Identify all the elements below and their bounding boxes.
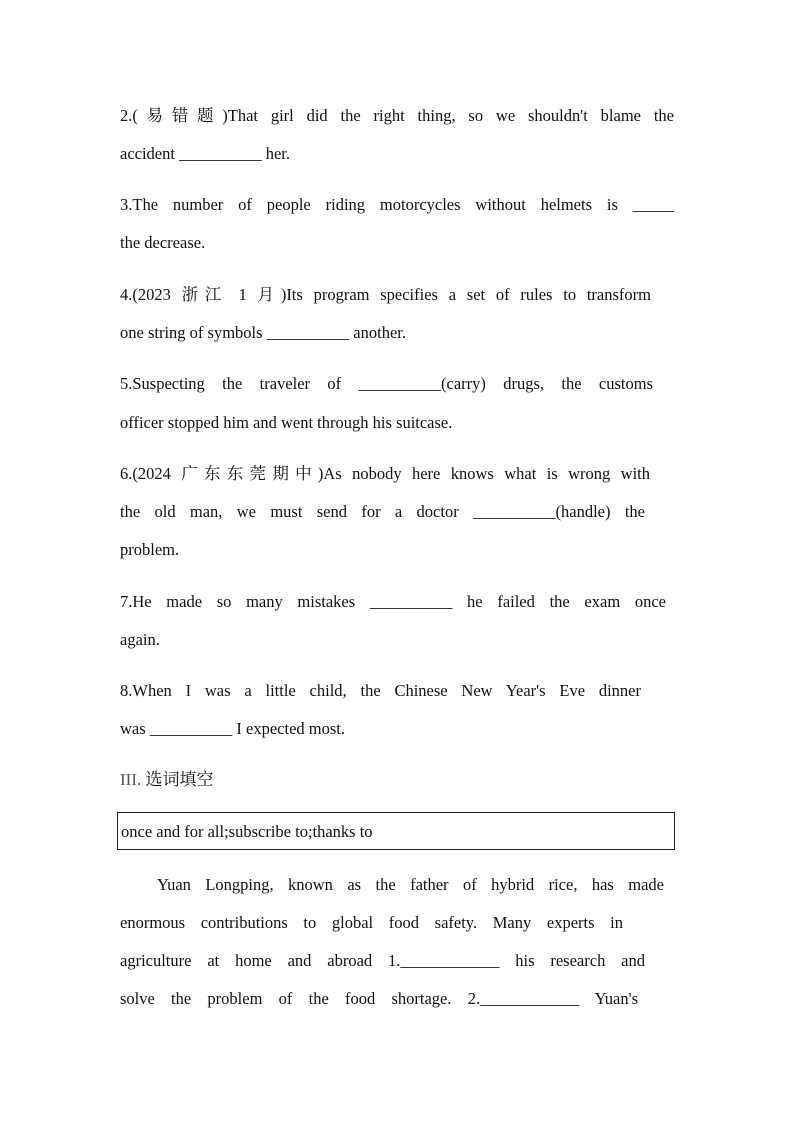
question-2-line-2: accident __________ her. [120, 144, 290, 163]
passage-line-4: solve the problem of the food shortage. 2.____________ Yuan's [120, 989, 638, 1008]
question-4-line-1: 4.(2023 浙江 1 月)Its program specifies a set of rules to transform [120, 285, 651, 304]
word-box [117, 812, 675, 850]
passage-line-3: agriculture at home and abroad 1.____________ his research and [120, 951, 645, 970]
section-title: 选词填空 [145, 770, 214, 789]
section-heading [120, 770, 213, 790]
question-5-line-1: 5.Suspecting the traveler of __________(carry) drugs, the customs [120, 374, 653, 393]
question-5-line-2: officer stopped him and went through his suitcase. [120, 413, 453, 432]
question-4-line-2: one string of symbols __________ another. [120, 323, 406, 342]
question-8-line-1: 8.When I was a little child, the Chinese New Year's Eve dinner [120, 681, 641, 700]
question-6-line-1: 6.(2024 广东东莞期中)As nobody here knows what is wrong with [120, 464, 650, 483]
question-7-line-1: 7.He made so many mistakes __________ he failed the exam once [120, 592, 666, 611]
passage-line-1: Yuan Longping, known as the father of hybrid rice, has made [157, 875, 664, 894]
passage-line-2: enormous contributions to global food safety. Many experts in [120, 913, 623, 932]
question-3-line-1: 3.The number of people riding motorcycles without helmets is _____ [120, 195, 674, 214]
question-3-line-2: the decrease. [120, 233, 206, 252]
question-8-line-2: was __________ I expected most. [120, 719, 345, 738]
section-numeral: III. [120, 770, 142, 789]
word-box-text: once and for all;subscribe to;thanks to [121, 822, 373, 841]
question-7-line-2: again. [120, 630, 160, 649]
question-6-line-2: the old man, we must send for a doctor __________(handle) the [120, 502, 645, 521]
question-6-line-3: problem. [120, 540, 180, 559]
question-2-line-1: 2.(易错题)That girl did the right thing, so we shouldn't blame the [120, 106, 674, 125]
